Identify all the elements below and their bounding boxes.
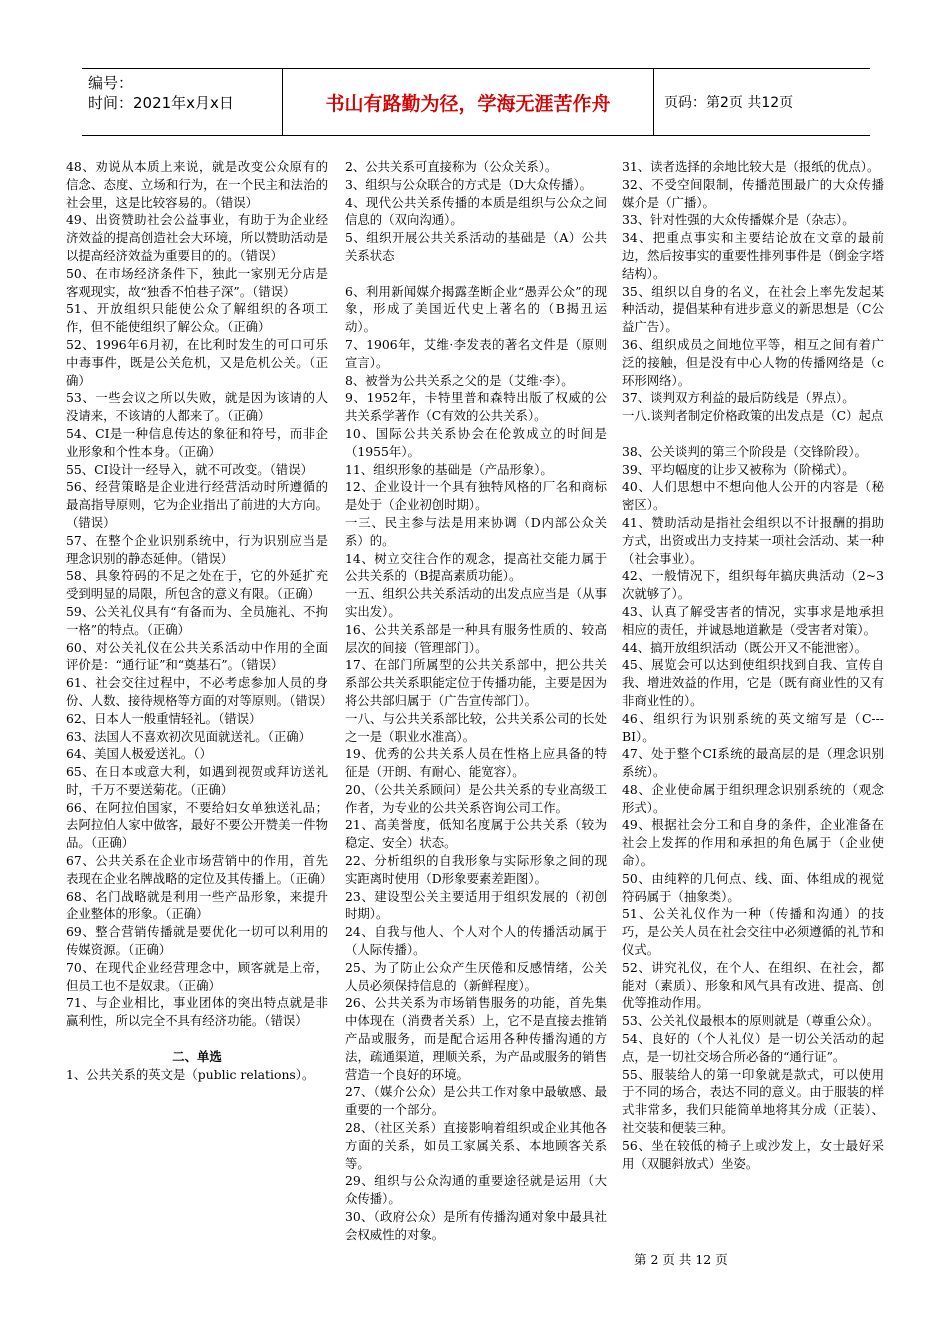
list-item: 4、现代公共关系传播的本质是组织与公众之间信息的（双向沟通）。	[345, 194, 607, 228]
list-item: 31、读者选择的余地比较大是（报纸的优点）。	[622, 159, 880, 174]
list-item: 19、优秀的公共关系人员在性格上应具备的特征是（开朗、有耐心、能宽容）。	[345, 746, 607, 780]
list-item: 60、对公关礼仪在公共关系活动中作用的全面评价是：“通行证”和“奠基石”。（错误）	[66, 639, 328, 673]
list-item: 8、被誉为公共关系之父的是（艾维·李）。	[345, 372, 574, 388]
list-item: 42、一般情况下，组织每年搞庆典活动（2~3次就够了）。	[622, 568, 884, 602]
list-item: 64、美国人极爱送礼。（）	[66, 746, 212, 762]
header-motto: 书山有路勤为径，学海无涯苦作舟	[282, 69, 654, 135]
list-item: 49、根据社会分工和自身的条件，企业准备在社会上发挥的作用和承担的角色属于（企业使命）。	[622, 817, 884, 869]
list-item: 48、劝说从本质上来说，就是改变公众原有的信念、态度、立场和行为，在一个民主和法治的社会里，这是比较容易的。（错误）	[66, 159, 328, 210]
list-item: 一五、组织公共关系活动的出发点应当是（从事实出发）。	[345, 586, 607, 619]
list-item: 61、社会交往过程中，不必考虑参加人员的身份、人数、接待规格等方面的对等原则。（错误）	[66, 675, 333, 708]
list-item: 32、不受空间限制，传播范围最广的大众传播媒介是（广播）。	[622, 176, 884, 210]
list-item: 16、公共关系部是一种具有服务性质的、较高层次的间接（管理部门）。	[345, 621, 607, 655]
list-item: 67、公共关系在企业市场营销中的作用，首先表现在企业名牌战略的定位及其传播上。（正确）	[66, 853, 333, 886]
list-item: 46、组织行为识别系统的英文缩写是（C---BI）。	[622, 710, 884, 744]
list-item: 50、在市场经济条件下，独此一家别无分店是客观现实，故“独香不怕巷子深”。（错误）	[66, 265, 328, 299]
list-item: 3、组织与公众联合的方式是（D大众传播）。	[345, 176, 593, 192]
list-item: 34、把重点事实和主要结论放在文章的最前边，然后按事实的重要性排列事件是（倒金字塔结构）。	[622, 230, 884, 281]
list-item: 28、（社区关系）直接影响着组织或企业其他各方面的关系，如员工家属关系、本地顾客关系等。	[345, 1120, 607, 1171]
list-item: 27、（媒介公众）是公共工作对象中最敏感、最重要的一个部分。	[345, 1084, 607, 1118]
column-2	[345, 158, 607, 1244]
list-item: 54、良好的（个人礼仪）是一切公关活动的起点，是一切社交场合所必备的“通行证”。	[622, 1031, 884, 1064]
list-item: 53、公关礼仪最根本的原则就是（尊重公众）。	[622, 1013, 880, 1029]
list-item: 10、国际公共关系协会在伦敦成立的时间是（1955年）。	[345, 425, 607, 459]
page-header	[82, 68, 870, 136]
list-item: 39、平均幅度的让步又被称为（阶梯式）。	[622, 461, 855, 477]
list-item: 71、与企业相比，事业团体的突出特点就是非赢利性，所以完全不具有经济功能。（错误）	[66, 995, 328, 1029]
list-item: 57、在整个企业识别系统中，行为识别应当是理念识别的静态延伸。（错误）	[66, 532, 328, 566]
time-label: 时间：2021年x月x日	[88, 94, 234, 112]
list-item: 一三、民主参与法是用来协调（D内部公众关系）的。	[345, 514, 607, 548]
list-item: 35、组织以自身的名义，在社会上率先发起某种活动，提倡某种有进步意义的新思想是（C公益广告）。	[622, 283, 884, 335]
question-1: 1、公共关系的英文是（public relations）。	[66, 1066, 315, 1082]
list-item: 45、展览会可以达到使组织找到自我、宣传自我、增进效益的作用，它是（既有商业性的又有非商业性的）。	[622, 657, 884, 708]
list-item: 33、针对性强的大众传播媒介是（杂志）。	[622, 212, 855, 228]
list-item: 51、公关礼仪作为一种（传播和沟通）的技巧，是公关人员在社会交往中必须遵循的礼节和仪式。	[622, 906, 884, 958]
list-item: 66、在阿拉伯国家，不要给妇女单独送礼品；去阿拉伯人家中做客，最好不要公开赞美一件物品。（正确）	[66, 799, 328, 851]
list-item: 20、（公共关系顾问）是公共关系的专业高级工作者，为专业的公共关系咨询公司工作。	[345, 781, 607, 815]
list-item: 2、公共关系可直接称为（公众关系）。	[345, 159, 558, 174]
list-item: 55、CI设计一经导入，就不可改变。（错误）	[66, 461, 313, 477]
column-1	[66, 158, 333, 1083]
list-item: 43、认真了解受害者的情况，实事求是地承担相应的责任，并诚恳地道歉是（受害者对策）。	[622, 603, 884, 637]
list-item: 38、公关谈判的第三个阶段是（交锋阶段）。	[622, 443, 867, 459]
list-item: 37、谈判双方利益的最后防线是（界点）。	[622, 390, 855, 406]
section-title: 二、单选	[172, 1048, 222, 1064]
list-item: 30、（政府公众）是所有传播沟通对象中最具社会权威性的对象。	[345, 1209, 607, 1242]
list-item: 36、组织成员之间地位平等，相互之间有着广泛的接触，但是没有中心人物的传播网络是（c环形网络）。	[622, 336, 884, 388]
list-item: 65、在日本或意大利，如遇到视贺或拜访送礼时，千万不要送菊花。（正确）	[66, 764, 328, 797]
list-item: 59、公关礼仪具有“有备而为、全员施礼、不拘一格”的特点。（正确）	[66, 603, 328, 637]
page-footer: 第 2 页 共 12 页	[634, 1252, 728, 1267]
list-item: 70、在现代企业经营理念中，顾客就是上帝，但员工也不是奴隶。（正确）	[66, 959, 328, 993]
list-item: 一八.谈判者制定价格政策的出发点是（C）起点	[622, 408, 884, 424]
column-3-items-a	[622, 158, 884, 425]
list-item: 41、赞助活动是指社会组织以不计报酬的捐助方式，出资或出力支持某一项社会活动、某一种（社会事业）。	[622, 514, 884, 566]
list-item: 一八、与公共关系部比较，公共关系公司的长处之一是（职业水准高）。	[345, 710, 607, 744]
column-2-items-b	[345, 283, 607, 1244]
list-item: 47、处于整个CI系统的最高层的是（理念识别系统）。	[622, 746, 884, 780]
list-item: 63、法国人不喜欢初次见面就送礼。（正确）	[66, 728, 311, 744]
list-item: 68、名门战略就是利用一些产品形象，来提升企业整体的形象。（正确）	[66, 888, 328, 922]
list-item: 69、整合营销传播就是要优化一切可以利用的传媒资源。（正确）	[66, 924, 328, 958]
list-item: 62、日本人一般重情轻礼。（错误）	[66, 710, 262, 726]
list-item: 55、服装给人的第一印象就是款式，可以使用于不同的场合，表达不同的意义。由于服装的样式非常多，我们只能简单地将其分成（正装）、社交装和便装三种。	[622, 1066, 884, 1136]
list-item: 23、建设型公关主要适用于组织发展的（初创时期）。	[345, 888, 607, 922]
list-item: 56、经营策略是企业进行经营活动时所遵循的最高指导原则，它为企业指出了前进的大方向。（错误）	[66, 479, 328, 530]
list-item: 54、CI是一种信息传达的象征和符号，而非企业形象和个性本身。（正确）	[66, 425, 328, 459]
list-item: 25、为了防止公众产生厌倦和反感情绪，公关人员必须保持信息的（新鲜程度）。	[345, 959, 607, 993]
list-item: 51、开放组织只能使公众了解组织的各项工作，但不能使组织了解公众。（正确）	[66, 301, 328, 335]
list-item: 40、人们思想中不想向他人公开的内容是（秘密区）。	[622, 479, 884, 513]
list-item: 26、公共关系为市场销售服务的功能，首先集中体现在（消费者关系）上，它不是直接去推销产品或服务，而是配合运用各种传播沟通的方法，疏通渠道，理顺关系，为产品或服务的销售营造一个良好的环境。	[345, 995, 607, 1082]
list-item: 52、讲究礼仪，在个人、在组织、在社会，都能对（素质）、形象和风气具有改进、提高、创优等推动作用。	[622, 959, 884, 1011]
list-item: 48、企业使命属于组织理念识别系统的（观念形式）。	[622, 781, 884, 815]
list-item: 12、企业设计一个具有独特风格的厂名和商标是处于（企业初创时期）。	[345, 479, 607, 513]
list-item: 14、树立交往合作的观念，提高社交能力属于公共关系的（B提高素质功能）。	[345, 550, 607, 584]
header-meta	[82, 69, 282, 135]
number-label: 编号：	[88, 74, 134, 92]
list-item: 5、组织开展公共关系活动的基础是（A）公共关系状态	[345, 230, 607, 263]
column-3-items-b	[622, 443, 884, 1173]
list-item: 22、分析组织的自我形象与实际形象之间的现实距离时使用（D形象要素差距图）。	[345, 853, 607, 886]
list-item: 56、坐在较低的椅子上或沙发上，女士最好采用（双腿斜放式）坐姿。	[622, 1137, 884, 1171]
column-2-items-a	[345, 158, 607, 265]
list-item: 49、出资赞助社会公益事业，有助于为企业经济效益的提高创造社会大环境，所以赞助活动是以提高经济效益为重要目的的。（错误）	[66, 212, 328, 263]
column-1-items	[66, 158, 333, 1030]
list-item: 9、1952年，卡特里普和森特出版了权威的公共关系学著作（C有效的公共关系）。	[345, 390, 607, 424]
list-item: 17、在部门所属型的公共关系部中，把公共关系部公共关系职能定位于传播功能，主要是因为将公共部归属于（广告宣传部门）。	[345, 657, 607, 708]
list-item: 11、组织形象的基础是（产品形象）。	[345, 461, 553, 477]
list-item: 7、1906年，艾维·李发表的著名文件是（原则宣言）。	[345, 336, 607, 370]
list-item: 53、一些会议之所以失败，就是因为该请的人没请来，不该请的人都来了。（正确）	[66, 390, 328, 424]
list-item: 29、组织与公众沟通的重要途径就是运用（大众传播）。	[345, 1173, 607, 1207]
list-item: 21、高美誉度，低知名度属于公共关系（较为稳定、安全）状态。	[345, 817, 607, 851]
list-item: 24、自我与他人、个人对个人的传播活动属于（人际传播）。	[345, 924, 607, 958]
list-item: 6、利用新闻媒介揭露垄断企业“愚弄公众”的现象，形成了美国近代史上著名的（B揭丑运动）。	[345, 283, 607, 335]
list-item: 50、由纯粹的几何点、线、面、体组成的视觉符码属于（抽象类）。	[622, 870, 884, 904]
column-3	[622, 158, 884, 1172]
list-item: 44、搞开放组织活动（既公开又不能泄密）。	[622, 639, 867, 655]
list-item: 58、具象符码的不足之处在于，它的外延扩充受到明显的局限，所包含的意义有限。（正确）	[66, 568, 328, 602]
header-page-info: 页码：第2页 共12页	[664, 95, 794, 111]
list-item: 52、1996年6月初，在比利时发生的可口可乐中毒事件，既是公关危机，又是危机公关。（正确）	[66, 336, 328, 388]
